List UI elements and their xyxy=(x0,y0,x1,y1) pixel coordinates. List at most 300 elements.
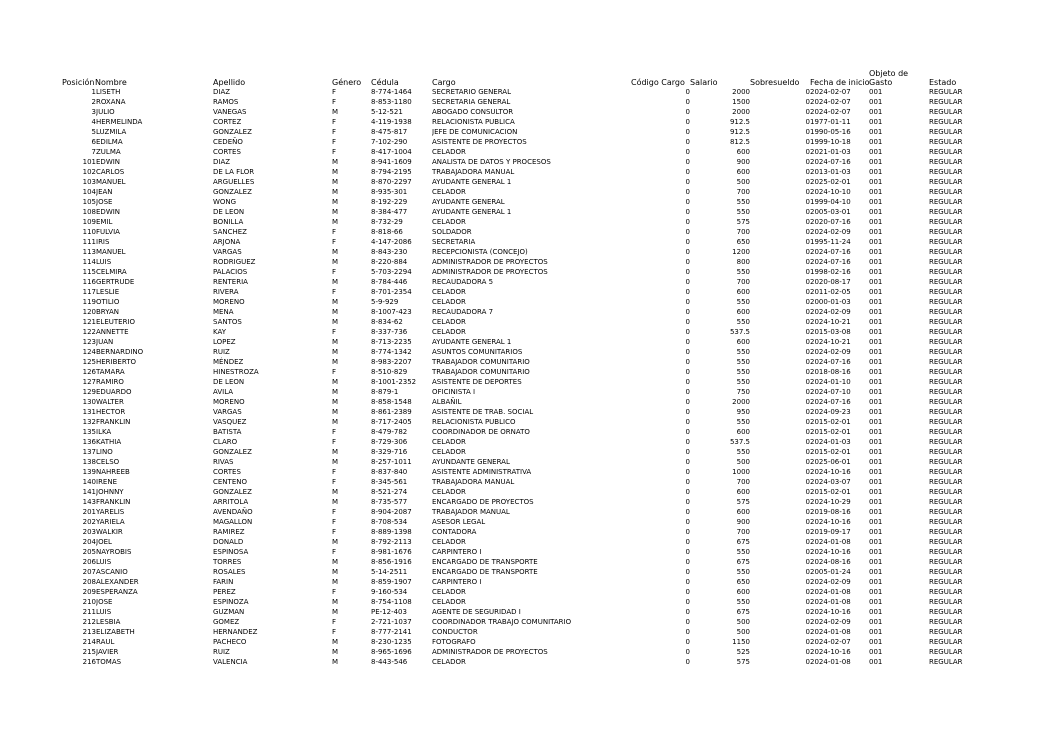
cell-apellido: PACHECO xyxy=(213,638,247,646)
cell-cargo: CELADOR xyxy=(432,588,466,596)
cell-cedula: 8-701-2354 xyxy=(371,288,412,296)
cell-objeto-gasto: 001 xyxy=(869,138,883,146)
cell-codigo-cargo: 0 xyxy=(685,148,690,156)
cell-sobresueldo: 0 xyxy=(805,108,810,116)
cell-apellido: RIVAS xyxy=(213,458,234,466)
cell-posicion: 120 xyxy=(82,308,96,316)
cell-cedula: 7-102-290 xyxy=(371,138,408,146)
cell-genero: M xyxy=(332,358,339,366)
table-row xyxy=(0,367,1052,377)
cell-nombre: FRANKLIN xyxy=(96,418,131,426)
cell-genero: F xyxy=(332,618,337,626)
cell-estado: REGULAR xyxy=(929,108,963,116)
cell-nombre: ROXANA xyxy=(96,98,126,106)
cell-sobresueldo: 0 xyxy=(805,158,810,166)
cell-estado: REGULAR xyxy=(929,358,963,366)
cell-genero: M xyxy=(332,398,339,406)
cell-cargo: FOTOGRAFO xyxy=(432,638,476,646)
table-row xyxy=(0,147,1052,157)
cell-genero: F xyxy=(332,438,337,446)
cell-fecha-inicio: 2024-01-08 xyxy=(810,598,851,606)
cell-estado: REGULAR xyxy=(929,248,963,256)
cell-cedula: 8-861-2389 xyxy=(371,408,412,416)
cell-nombre: EDUARDO xyxy=(96,388,132,396)
cell-apellido: RUIZ xyxy=(213,348,230,356)
cell-apellido: ESPINOSA xyxy=(213,548,249,556)
cell-codigo-cargo: 0 xyxy=(685,618,690,626)
cell-codigo-cargo: 0 xyxy=(685,188,690,196)
cell-genero: F xyxy=(332,88,337,96)
cell-estado: REGULAR xyxy=(929,158,963,166)
cell-posicion: 104 xyxy=(82,188,96,196)
cell-estado: REGULAR xyxy=(929,498,963,506)
cell-objeto-gasto: 001 xyxy=(869,308,883,316)
cell-apellido: AVILA xyxy=(213,388,234,396)
cell-apellido: DE LEON xyxy=(213,378,245,386)
cell-genero: M xyxy=(332,208,339,216)
cell-fecha-inicio: 2024-07-16 xyxy=(810,258,851,266)
cell-objeto-gasto: 001 xyxy=(869,578,883,586)
cell-salario: 550 xyxy=(736,358,750,366)
cell-posicion: 3 xyxy=(91,108,96,116)
cell-objeto-gasto: 001 xyxy=(869,178,883,186)
cell-cargo: ALBAÑIL xyxy=(432,398,462,406)
cell-posicion: 4 xyxy=(91,118,96,126)
cell-apellido: MENA xyxy=(213,308,234,316)
cell-estado: REGULAR xyxy=(929,308,963,316)
cell-codigo-cargo: 0 xyxy=(685,518,690,526)
cell-cargo: CARPINTERO I xyxy=(432,578,482,586)
cell-genero: M xyxy=(332,388,339,396)
cell-estado: REGULAR xyxy=(929,128,963,136)
cell-sobresueldo: 0 xyxy=(805,378,810,386)
cell-salario: 650 xyxy=(736,578,750,586)
cell-posicion: 143 xyxy=(82,498,96,506)
cell-sobresueldo: 0 xyxy=(805,298,810,306)
cell-apellido: LOPEZ xyxy=(213,338,236,346)
cell-estado: REGULAR xyxy=(929,228,963,236)
cell-nombre: LUIS xyxy=(96,608,112,616)
cell-objeto-gasto: 001 xyxy=(869,388,883,396)
cell-sobresueldo: 0 xyxy=(805,228,810,236)
cell-estado: REGULAR xyxy=(929,378,963,386)
cell-nombre: KATHIA xyxy=(96,438,122,446)
cell-posicion: 123 xyxy=(82,338,96,346)
cell-cedula: 8-853-1180 xyxy=(371,98,412,106)
cell-posicion: 202 xyxy=(82,518,96,526)
cell-posicion: 132 xyxy=(82,418,96,426)
cell-codigo-cargo: 0 xyxy=(685,468,690,476)
cell-genero: M xyxy=(332,638,339,646)
table-row xyxy=(0,307,1052,317)
cell-cedula: 8-981-1676 xyxy=(371,548,412,556)
cell-sobresueldo: 0 xyxy=(805,368,810,376)
table-row xyxy=(0,327,1052,337)
cell-salario: 550 xyxy=(736,348,750,356)
cell-estado: REGULAR xyxy=(929,458,963,466)
cell-sobresueldo: 0 xyxy=(805,288,810,296)
cell-sobresueldo: 0 xyxy=(805,598,810,606)
cell-apellido: ROSALES xyxy=(213,568,246,576)
cell-objeto-gasto: 001 xyxy=(869,298,883,306)
cell-salario: 600 xyxy=(736,508,750,516)
cell-objeto-gasto: 001 xyxy=(869,468,883,476)
cell-cedula: 5-12-521 xyxy=(371,108,403,116)
cell-nombre: EMIL xyxy=(96,218,113,226)
cell-sobresueldo: 0 xyxy=(805,488,810,496)
cell-posicion: 127 xyxy=(82,378,96,386)
cell-objeto-gasto: 001 xyxy=(869,148,883,156)
cell-codigo-cargo: 0 xyxy=(685,158,690,166)
cell-apellido: FARIN xyxy=(213,578,234,586)
cell-salario: 550 xyxy=(736,568,750,576)
cell-apellido: HERNANDEZ xyxy=(213,628,258,636)
cell-apellido: CENTENO xyxy=(213,478,247,486)
cell-estado: REGULAR xyxy=(929,288,963,296)
table-row xyxy=(0,557,1052,567)
cell-cargo: CELADOR xyxy=(432,288,466,296)
cell-fecha-inicio: 2015-03-08 xyxy=(810,328,851,336)
cell-objeto-gasto: 001 xyxy=(869,348,883,356)
table-row xyxy=(0,497,1052,507)
cell-codigo-cargo: 0 xyxy=(685,308,690,316)
cell-salario: 912.5 xyxy=(729,118,750,126)
table-row xyxy=(0,187,1052,197)
cell-fecha-inicio: 2024-01-08 xyxy=(810,538,851,546)
cell-cedula: 8-856-1916 xyxy=(371,558,412,566)
cell-estado: REGULAR xyxy=(929,318,963,326)
cell-estado: REGULAR xyxy=(929,658,963,666)
cell-codigo-cargo: 0 xyxy=(685,418,690,426)
cell-sobresueldo: 0 xyxy=(805,568,810,576)
cell-cargo: TRABAJADOR MANUAL xyxy=(432,508,510,516)
cell-fecha-inicio: 2024-02-09 xyxy=(810,348,851,356)
cell-sobresueldo: 0 xyxy=(805,238,810,246)
cell-estado: REGULAR xyxy=(929,148,963,156)
header-sobresueldo: Sobresueldo xyxy=(750,78,800,87)
cell-cedula: 8-941-1609 xyxy=(371,158,412,166)
cell-cedula: 8-384-477 xyxy=(371,208,408,216)
cell-posicion: 208 xyxy=(82,578,96,586)
table-row xyxy=(0,427,1052,437)
cell-nombre: YARIELA xyxy=(96,518,125,526)
cell-salario: 575 xyxy=(736,658,750,666)
cell-objeto-gasto: 001 xyxy=(869,98,883,106)
cell-posicion: 130 xyxy=(82,398,96,406)
cell-cargo: TRABAJADORA MANUAL xyxy=(432,168,515,176)
cell-codigo-cargo: 0 xyxy=(685,238,690,246)
cell-salario: 1000 xyxy=(732,468,750,476)
cell-genero: M xyxy=(332,188,339,196)
cell-fecha-inicio: 2013-01-03 xyxy=(810,168,851,176)
header-salario: Salario xyxy=(690,78,718,87)
cell-genero: M xyxy=(332,338,339,346)
cell-cargo: ENCARGADO DE PROYECTOS xyxy=(432,498,534,506)
cell-cargo: ASISTENTE DE DEPORTES xyxy=(432,378,522,386)
cell-sobresueldo: 0 xyxy=(805,138,810,146)
cell-apellido: DIAZ xyxy=(213,88,231,96)
cell-nombre: EDWIN xyxy=(96,208,121,216)
cell-objeto-gasto: 001 xyxy=(869,228,883,236)
cell-salario: 700 xyxy=(736,278,750,286)
cell-genero: F xyxy=(332,328,337,336)
cell-estado: REGULAR xyxy=(929,138,963,146)
cell-fecha-inicio: 2024-01-03 xyxy=(810,438,851,446)
cell-posicion: 210 xyxy=(82,598,96,606)
cell-cargo: ADMINISTRADOR DE PROYECTOS xyxy=(432,648,548,656)
cell-objeto-gasto: 001 xyxy=(869,238,883,246)
cell-posicion: 122 xyxy=(82,328,96,336)
header-apellido: Apellido xyxy=(213,78,246,87)
cell-posicion: 140 xyxy=(82,478,96,486)
table-row xyxy=(0,227,1052,237)
cell-cedula: 5-703-2294 xyxy=(371,268,412,276)
cell-estado: REGULAR xyxy=(929,338,963,346)
cell-sobresueldo: 0 xyxy=(805,578,810,586)
header-objeto-gasto-line2: Gasto xyxy=(869,78,893,87)
cell-nombre: OTILIO xyxy=(96,298,120,306)
table-row xyxy=(0,167,1052,177)
cell-cargo: RELACIONISTA PUBLICO xyxy=(432,418,516,426)
cell-genero: M xyxy=(332,248,339,256)
cell-fecha-inicio: 2005-01-24 xyxy=(810,568,851,576)
cell-fecha-inicio: 2024-02-09 xyxy=(810,228,851,236)
cell-cargo: RECEPCIONISTA (CONCEJO) xyxy=(432,248,528,256)
cell-nombre: JOHNNY xyxy=(96,488,124,496)
cell-salario: 550 xyxy=(736,378,750,386)
table-row xyxy=(0,627,1052,637)
cell-estado: REGULAR xyxy=(929,258,963,266)
cell-codigo-cargo: 0 xyxy=(685,598,690,606)
cell-codigo-cargo: 0 xyxy=(685,348,690,356)
cell-codigo-cargo: 0 xyxy=(685,648,690,656)
cell-codigo-cargo: 0 xyxy=(685,198,690,206)
cell-objeto-gasto: 001 xyxy=(869,258,883,266)
cell-salario: 525 xyxy=(736,648,750,656)
cell-estado: REGULAR xyxy=(929,298,963,306)
cell-sobresueldo: 0 xyxy=(805,218,810,226)
cell-genero: M xyxy=(332,598,339,606)
cell-genero: F xyxy=(332,628,337,636)
cell-cedula: 8-717-2405 xyxy=(371,418,412,426)
cell-objeto-gasto: 001 xyxy=(869,448,883,456)
cell-fecha-inicio: 2024-02-09 xyxy=(810,308,851,316)
cell-genero: M xyxy=(332,178,339,186)
cell-estado: REGULAR xyxy=(929,438,963,446)
cell-apellido: RIVERA xyxy=(213,288,239,296)
cell-cedula: 8-443-546 xyxy=(371,658,408,666)
cell-genero: M xyxy=(332,608,339,616)
cell-genero: F xyxy=(332,468,337,476)
cell-cargo: TRABAJADOR COMUNITARIO xyxy=(432,358,530,366)
cell-posicion: 114 xyxy=(82,258,96,266)
cell-genero: F xyxy=(332,428,337,436)
table-row xyxy=(0,207,1052,217)
cell-estado: REGULAR xyxy=(929,468,963,476)
cell-posicion: 207 xyxy=(82,568,96,576)
cell-cedula: 8-774-1464 xyxy=(371,88,412,96)
cell-apellido: WONG xyxy=(213,198,237,206)
cell-estado: REGULAR xyxy=(929,238,963,246)
cell-genero: M xyxy=(332,538,339,546)
cell-salario: 600 xyxy=(736,338,750,346)
cell-fecha-inicio: 2024-07-16 xyxy=(810,398,851,406)
cell-posicion: 213 xyxy=(82,628,96,636)
cell-apellido: ARGUELLES xyxy=(213,178,255,186)
cell-estado: REGULAR xyxy=(929,598,963,606)
cell-fecha-inicio: 2015-02-01 xyxy=(810,488,851,496)
cell-codigo-cargo: 0 xyxy=(685,328,690,336)
cell-posicion: 205 xyxy=(82,548,96,556)
cell-salario: 900 xyxy=(736,158,750,166)
cell-codigo-cargo: 0 xyxy=(685,498,690,506)
cell-genero: F xyxy=(332,528,337,536)
cell-estado: REGULAR xyxy=(929,98,963,106)
cell-cargo: CELADOR xyxy=(432,218,466,226)
cell-salario: 675 xyxy=(736,608,750,616)
cell-fecha-inicio: 2015-02-01 xyxy=(810,448,851,456)
cell-apellido: GOMEZ xyxy=(213,618,240,626)
cell-genero: M xyxy=(332,198,339,206)
cell-codigo-cargo: 0 xyxy=(685,298,690,306)
cell-apellido: VALENCIA xyxy=(213,658,248,666)
cell-nombre: TAMARA xyxy=(96,368,125,376)
cell-codigo-cargo: 0 xyxy=(685,558,690,566)
cell-genero: F xyxy=(332,138,337,146)
table-row xyxy=(0,317,1052,327)
cell-fecha-inicio: 2025-02-01 xyxy=(810,178,851,186)
cell-nombre: LISETH xyxy=(96,88,121,96)
cell-salario: 500 xyxy=(736,628,750,636)
cell-sobresueldo: 0 xyxy=(805,608,810,616)
cell-codigo-cargo: 0 xyxy=(685,658,690,666)
cell-cedula: 8-794-2195 xyxy=(371,168,412,176)
cell-objeto-gasto: 001 xyxy=(869,158,883,166)
cell-sobresueldo: 0 xyxy=(805,518,810,526)
cell-genero: F xyxy=(332,548,337,556)
cell-estado: REGULAR xyxy=(929,218,963,226)
cell-posicion: 137 xyxy=(82,448,96,456)
cell-genero: M xyxy=(332,308,339,316)
cell-codigo-cargo: 0 xyxy=(685,368,690,376)
cell-posicion: 215 xyxy=(82,648,96,656)
cell-salario: 1200 xyxy=(732,248,750,256)
cell-cargo: CELADOR xyxy=(432,538,466,546)
cell-apellido: VARGAS xyxy=(213,248,242,256)
cell-genero: M xyxy=(332,658,339,666)
cell-genero: M xyxy=(332,378,339,386)
cell-salario: 550 xyxy=(736,298,750,306)
cell-cargo: ABOGADO CONSULTOR xyxy=(432,108,514,116)
cell-fecha-inicio: 2019-08-16 xyxy=(810,508,851,516)
cell-codigo-cargo: 0 xyxy=(685,548,690,556)
cell-salario: 550 xyxy=(736,318,750,326)
cell-sobresueldo: 0 xyxy=(805,128,810,136)
cell-objeto-gasto: 001 xyxy=(869,658,883,666)
cell-nombre: CELMIRA xyxy=(96,268,127,276)
cell-nombre: CARLOS xyxy=(96,168,125,176)
cell-cargo: SECRETARIA GENERAL xyxy=(432,98,511,106)
cell-cedula: 8-475-817 xyxy=(371,128,408,136)
cell-posicion: 139 xyxy=(82,468,96,476)
cell-codigo-cargo: 0 xyxy=(685,88,690,96)
cell-codigo-cargo: 0 xyxy=(685,288,690,296)
cell-sobresueldo: 0 xyxy=(805,648,810,656)
cell-codigo-cargo: 0 xyxy=(685,478,690,486)
table-row xyxy=(0,417,1052,427)
cell-sobresueldo: 0 xyxy=(805,438,810,446)
cell-cedula: 8-713-2235 xyxy=(371,338,412,346)
cell-cedula: 8-329-716 xyxy=(371,448,408,456)
cell-genero: M xyxy=(332,648,339,656)
cell-nombre: ALEXANDER xyxy=(96,578,139,586)
cell-sobresueldo: 0 xyxy=(805,548,810,556)
cell-cargo: CELADOR xyxy=(432,188,466,196)
cell-posicion: 206 xyxy=(82,558,96,566)
cell-apellido: MÉNDEZ xyxy=(213,358,244,366)
cell-salario: 812.5 xyxy=(729,138,750,146)
cell-cedula: 8-510-829 xyxy=(371,368,408,376)
cell-posicion: 201 xyxy=(82,508,96,516)
cell-salario: 550 xyxy=(736,548,750,556)
cell-fecha-inicio: 2024-02-07 xyxy=(810,638,851,646)
cell-objeto-gasto: 001 xyxy=(869,278,883,286)
cell-cedula: 8-337-736 xyxy=(371,328,408,336)
cell-codigo-cargo: 0 xyxy=(685,428,690,436)
cell-estado: REGULAR xyxy=(929,588,963,596)
cell-nombre: MANUEL xyxy=(96,178,126,186)
cell-fecha-inicio: 1995-11-24 xyxy=(810,238,851,246)
cell-objeto-gasto: 001 xyxy=(869,408,883,416)
cell-salario: 950 xyxy=(736,408,750,416)
cell-codigo-cargo: 0 xyxy=(685,118,690,126)
cell-objeto-gasto: 001 xyxy=(869,598,883,606)
cell-fecha-inicio: 2024-02-07 xyxy=(810,88,851,96)
table-row xyxy=(0,137,1052,147)
cell-objeto-gasto: 001 xyxy=(869,338,883,346)
cell-sobresueldo: 0 xyxy=(805,588,810,596)
cell-nombre: LESBIA xyxy=(96,618,121,626)
header-codigo-cargo: Código Cargo xyxy=(631,78,685,87)
cell-posicion: 129 xyxy=(82,388,96,396)
cell-objeto-gasto: 001 xyxy=(869,188,883,196)
cell-apellido: GUZMAN xyxy=(213,608,245,616)
cell-codigo-cargo: 0 xyxy=(685,108,690,116)
cell-cedula: 8-965-1696 xyxy=(371,648,412,656)
cell-objeto-gasto: 001 xyxy=(869,548,883,556)
cell-sobresueldo: 0 xyxy=(805,508,810,516)
table-row xyxy=(0,117,1052,127)
cell-fecha-inicio: 2020-08-17 xyxy=(810,278,851,286)
cell-apellido: SANCHEZ xyxy=(213,228,247,236)
cell-estado: REGULAR xyxy=(929,198,963,206)
table-row xyxy=(0,507,1052,517)
cell-posicion: 1 xyxy=(91,88,96,96)
cell-fecha-inicio: 2005-03-01 xyxy=(810,208,851,216)
cell-genero: F xyxy=(332,128,337,136)
cell-cedula: 8-1001-2352 xyxy=(371,378,417,386)
table-row xyxy=(0,217,1052,227)
cell-codigo-cargo: 0 xyxy=(685,508,690,516)
cell-sobresueldo: 0 xyxy=(805,478,810,486)
cell-cedula: 8-889-1398 xyxy=(371,528,412,536)
cell-nombre: MANUEL xyxy=(96,248,126,256)
cell-cedula: 8-754-1108 xyxy=(371,598,412,606)
cell-objeto-gasto: 001 xyxy=(869,458,883,466)
cell-cedula: 8-904-2087 xyxy=(371,508,412,516)
cell-nombre: ESPERANZA xyxy=(96,588,138,596)
cell-salario: 550 xyxy=(736,418,750,426)
